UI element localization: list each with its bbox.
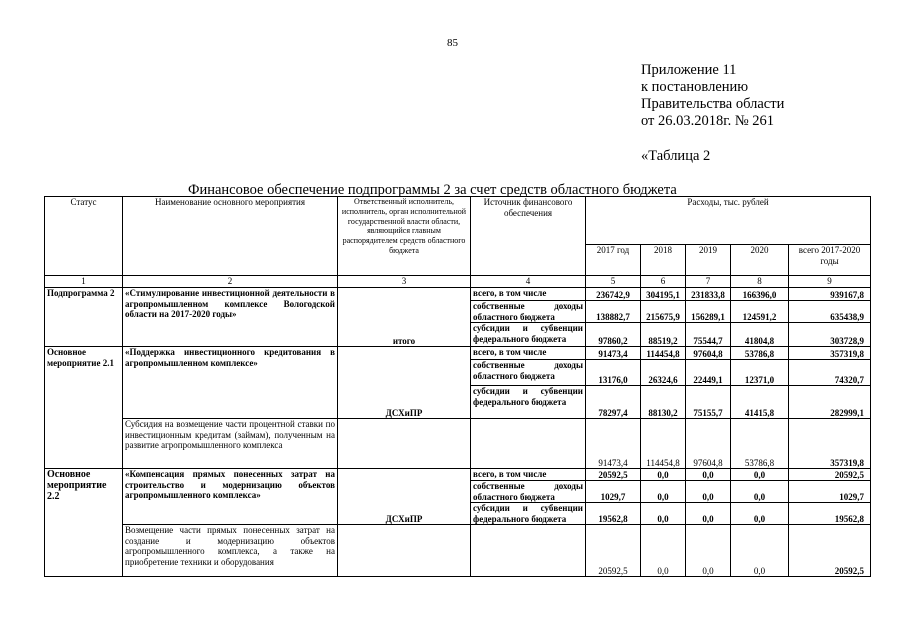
header-expenses: Расходы, тыс. рублей	[586, 197, 871, 245]
appendix-line: Правительства области	[641, 96, 785, 112]
value-cell: 97604,8	[686, 347, 731, 360]
value-cell: 231833,8	[686, 288, 731, 301]
value-cell: 0,0	[731, 469, 789, 481]
row-status: Основное мероприятие 2.1	[45, 347, 123, 469]
value-cell: 19562,8	[586, 503, 641, 525]
source-total: всего, в том числе	[471, 347, 586, 360]
value-total-cell: 1029,7	[789, 481, 871, 503]
value-total-cell: 939167,8	[789, 288, 871, 301]
value-total-cell: 357319,8	[789, 347, 871, 360]
row-name: «Поддержка инвестиционного кредитования в агропромышленном комплексе»	[123, 347, 338, 419]
value-cell: 20592,5	[586, 469, 641, 481]
value-cell: 12371,0	[731, 360, 789, 386]
header-year-total: всего 2017-2020 годы	[789, 245, 871, 276]
sub-measure-name: Возмещение части прямых понесенных затрат на создание и модернизацию объектов агропромышленного комплекса, а также на приобретение техники и оборудования	[123, 525, 338, 577]
value-cell: 53786,8	[731, 419, 789, 469]
column-number: 1	[45, 276, 123, 288]
value-cell: 91473,4	[586, 347, 641, 360]
header-year: 2018	[641, 245, 686, 276]
row-executor: итого	[338, 288, 471, 347]
value-cell: 78297,4	[586, 386, 641, 419]
value-cell: 0,0	[731, 503, 789, 525]
column-number: 7	[686, 276, 731, 288]
header-name: Наименование основного мероприятия	[123, 197, 338, 276]
value-cell: 0,0	[686, 469, 731, 481]
source-own: собственные доходы областного бюджета	[471, 360, 586, 386]
value-cell: 156289,1	[686, 301, 731, 323]
value-total-cell: 74320,7	[789, 360, 871, 386]
source-total: всего, в том числе	[471, 469, 586, 481]
row-executor: ДСХиПР	[338, 347, 471, 419]
value-cell: 22449,1	[686, 360, 731, 386]
value-cell: 0,0	[686, 481, 731, 503]
value-cell: 0,0	[686, 525, 731, 577]
value-cell: 236742,9	[586, 288, 641, 301]
source-own: собственные доходы областного бюджета	[471, 481, 586, 503]
value-cell: 1029,7	[586, 481, 641, 503]
value-cell: 304195,1	[641, 288, 686, 301]
source-own: собственные доходы областного бюджета	[471, 301, 586, 323]
value-cell: 124591,2	[731, 301, 789, 323]
value-total-cell: 19562,8	[789, 503, 871, 525]
header-source: Источник финансового обеспечения	[471, 197, 586, 276]
value-total-cell: 357319,8	[789, 419, 871, 469]
page-number: 85	[447, 37, 458, 49]
value-cell: 13176,0	[586, 360, 641, 386]
value-cell: 97860,2	[586, 323, 641, 347]
value-total-cell: 20592,5	[789, 525, 871, 577]
value-cell: 0,0	[641, 481, 686, 503]
column-number: 2	[123, 276, 338, 288]
value-cell: 26324,6	[641, 360, 686, 386]
column-number: 3	[338, 276, 471, 288]
source-total: всего, в том числе	[471, 288, 586, 301]
value-cell: 88519,2	[641, 323, 686, 347]
value-total-cell: 635438,9	[789, 301, 871, 323]
header-year: 2020	[731, 245, 789, 276]
row-executor: ДСХиПР	[338, 469, 471, 525]
source-federal: субсидии и субвенции федерального бюджета	[471, 503, 586, 525]
column-number: 4	[471, 276, 586, 288]
header-year: 2019	[686, 245, 731, 276]
value-cell: 0,0	[731, 525, 789, 577]
header-status: Статус	[45, 197, 123, 276]
row-name: «Стимулирование инвестиционной деятельности в агропромышленном комплексе Вологодской области на 2017-2020 годы»	[123, 288, 338, 347]
appendix-line: Приложение 11	[641, 62, 737, 78]
appendix-line: от 26.03.2018г. № 261	[641, 113, 775, 129]
value-cell: 0,0	[641, 469, 686, 481]
source-federal: субсидии и субвенции федерального бюджета	[471, 386, 586, 419]
header-year: 2017 год	[586, 245, 641, 276]
column-number: 5	[586, 276, 641, 288]
value-total-cell: 20592,5	[789, 469, 871, 481]
value-cell: 114454,8	[641, 419, 686, 469]
value-cell: 53786,8	[731, 347, 789, 360]
value-cell: 91473,4	[586, 419, 641, 469]
value-cell: 20592,5	[586, 525, 641, 577]
value-cell: 97604,8	[686, 419, 731, 469]
row-status: Подпрограмма 2	[45, 288, 123, 347]
empty-cell	[338, 525, 471, 577]
empty-cell	[338, 419, 471, 469]
appendix-block	[641, 62, 784, 130]
value-cell: 138882,7	[586, 301, 641, 323]
value-cell: 0,0	[731, 481, 789, 503]
empty-cell	[471, 525, 586, 577]
document-title: Финансовое обеспечение подпрограммы 2 за счет средств областного бюджета	[188, 182, 677, 198]
value-cell: 215675,9	[641, 301, 686, 323]
value-cell: 41804,8	[731, 323, 789, 347]
sub-measure-name: Субсидия на возмещение части процентной ставки по инвестиционным кредитам (займам), полученным на развитие агропромышленного комплекса	[123, 419, 338, 469]
column-number: 9	[789, 276, 871, 288]
value-cell: 0,0	[686, 503, 731, 525]
column-number: 6	[641, 276, 686, 288]
value-cell: 166396,0	[731, 288, 789, 301]
empty-cell	[471, 419, 586, 469]
row-name: «Компенсация прямых понесенных затрат на строительство и модернизацию объектов агропромышленного комплекса»	[123, 469, 338, 525]
value-total-cell: 303728,9	[789, 323, 871, 347]
value-cell: 88130,2	[641, 386, 686, 419]
value-cell: 0,0	[641, 503, 686, 525]
appendix-line: к постановлению	[641, 79, 749, 95]
value-cell: 0,0	[641, 525, 686, 577]
financing-table	[44, 196, 871, 577]
table-label: «Таблица 2	[641, 148, 711, 164]
column-number: 8	[731, 276, 789, 288]
value-cell: 75544,7	[686, 323, 731, 347]
value-cell: 41415,8	[731, 386, 789, 419]
value-total-cell: 282999,1	[789, 386, 871, 419]
value-cell: 114454,8	[641, 347, 686, 360]
source-federal: субсидии и субвенции федерального бюджета	[471, 323, 586, 347]
value-cell: 75155,7	[686, 386, 731, 419]
header-executor: Ответственный исполнитель, исполнитель, орган исполнительной государственной власти области, являющийся главным распорядителем средств областного бюджета	[338, 197, 471, 276]
row-status: Основное мероприятие 2.2	[45, 469, 123, 577]
